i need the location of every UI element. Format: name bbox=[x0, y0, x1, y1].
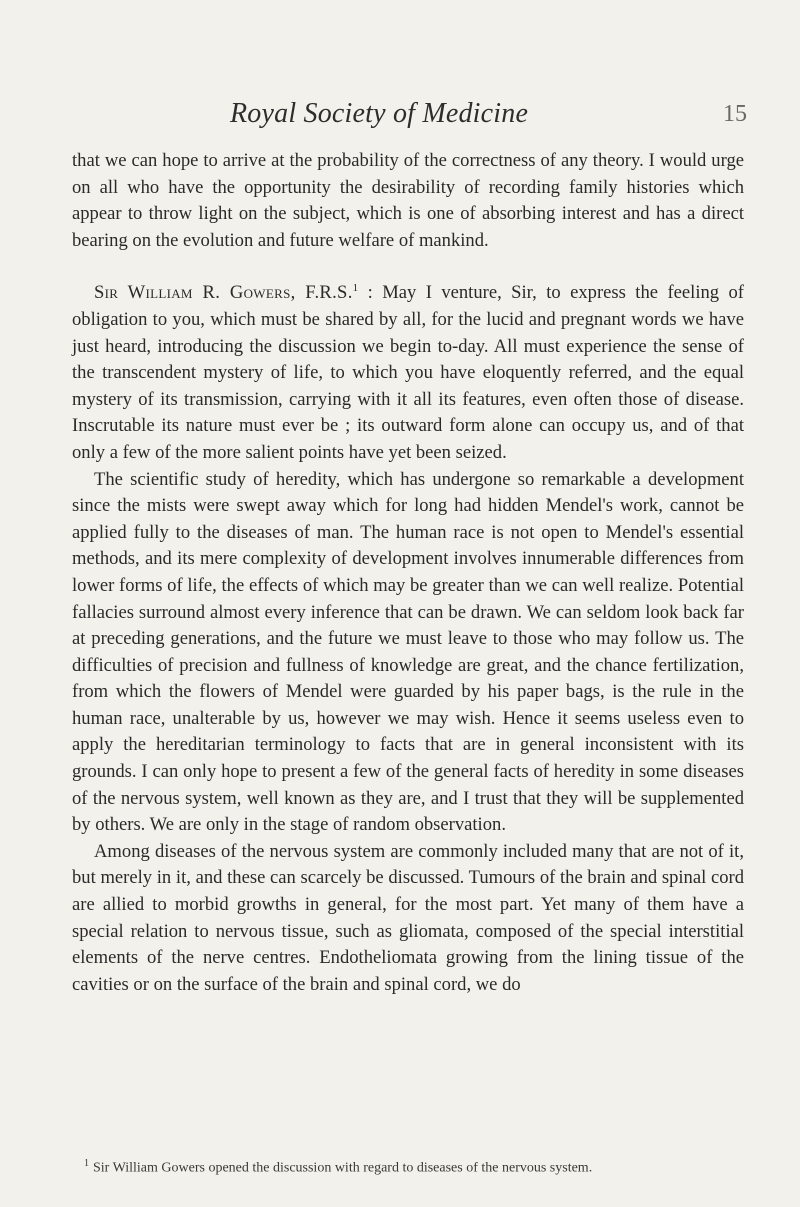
paragraph-nervous-diseases: Among diseases of the nervous system are commonly included many that are not of it, but merely in it, and these can scarcely be discussed. Tumours of the brain and spinal cord are allied to morbid growths in general, for the most part. Yet many of them have a special relation to nervous tissue, such as gliomata, composed of the special interstitial elements of the nerve centres. Endotheliomata growing from the lining tissue of the cavities or on the surface of the brain and spinal cord, we do bbox=[72, 840, 744, 995]
body-text bbox=[72, 148, 744, 998]
running-head bbox=[0, 96, 800, 136]
running-title: Royal Society of Medicine bbox=[230, 98, 529, 129]
footnote-reference: 1 bbox=[352, 282, 359, 295]
footnote-text: Sir William Gowers opened the discussion with regard to diseases of the nervous system. bbox=[93, 1160, 593, 1176]
paragraph-gowers-remarks bbox=[72, 280, 744, 466]
paragraph-continuation: that we can hope to arrive at the probability of the correctness of any theory. I would urge on all who have the opportunity the desirability of recording family histories which appear to throw light on the subject, which is one of absorbing interest and has a direct bearing on the evolution and future welfare of mankind. bbox=[72, 150, 744, 251]
paragraph-text: : May I venture, Sir, to express the feeling of obligation to you, which must be shared by all, for the lucid and pregnant words we have just heard, introducing the discussion we begin to-day. All must experience the sense of the transcendent mystery of life, to which you have eloquently referred, and the equal mystery of its transmission, carrying with it all its features, even often those of disease. Inscrutable its nature must ever be ; its outward form alone can occupy us, and of that only a few of the more salient points have yet been seized. bbox=[72, 282, 744, 463]
page-number: 15 bbox=[723, 101, 747, 127]
footnote-mark: 1 bbox=[84, 1158, 89, 1169]
paragraph-heredity-study: The scientific study of heredity, which has undergone so remarkable a development since the mists were swept away which for long had hidden Mendel's work, cannot be applied fully to the diseases of man. The human race is not open to Mendel's essential methods, and its mere complexity of development involves innumerable differences from lower forms of life, the effects of which may be greater than we can well realize. Potential fallacies surround almost every inference that can be drawn. We can seldom look back far at preceding generations, and the future we must leave to those who may follow us. The difficulties of precision and fullness of knowledge are great, and the chance fertilization, from which the flowers of Mendel were guarded by his paper bags, is the rule in the human race, unalterable by us, however we may wish. Hence it seems useless even to apply the hereditarian terminology to facts that are in general inconsistent with its grounds. I can only hope to present a few of the general facts of heredity in some diseases of the nervous system, well known as they are, and I trust that they will be supplemented by others. We are only in the stage of random observation. bbox=[72, 468, 744, 836]
footnote bbox=[84, 1155, 744, 1178]
speaker-name: Sir William R. Gowers, F.R.S. bbox=[94, 282, 353, 304]
